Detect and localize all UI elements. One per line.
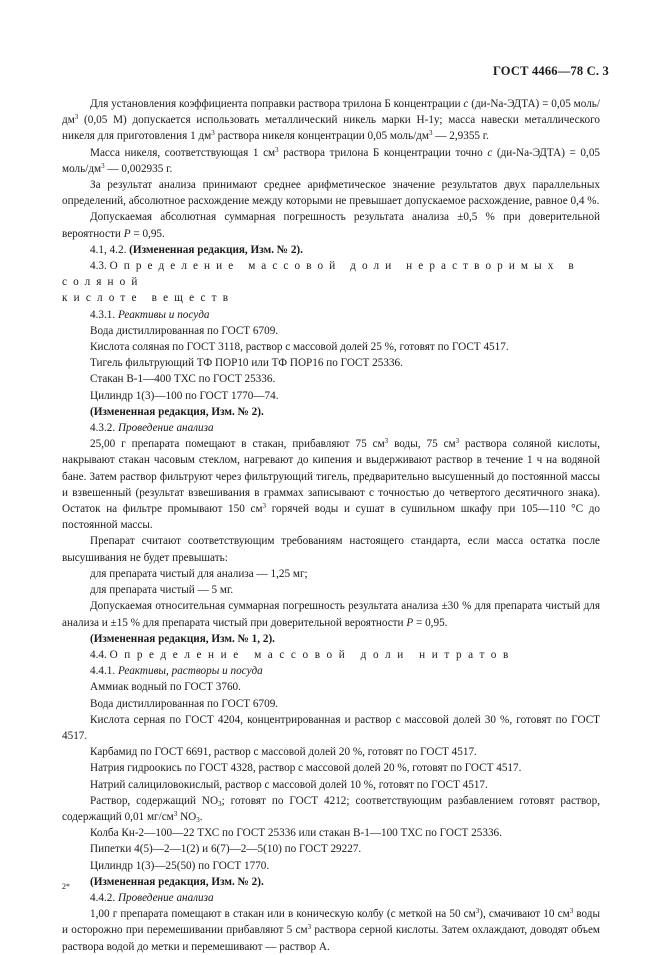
- reagent-item: Пипетки 4(5)—2—1(2) и 6(7)—2—5(10) по ГОСТ 29227.: [90, 843, 362, 856]
- section-title-continued: кислоте веществ: [62, 292, 235, 305]
- subsection-heading-4-3-2: [62, 420, 600, 436]
- variable-c: c: [463, 98, 469, 110]
- section-title: Определение массовой доли нерастворимых в соляной: [62, 260, 580, 289]
- section-number: 4.4.1.: [90, 665, 118, 678]
- subsection-title: Проведение анализа: [117, 891, 214, 904]
- reagent-item: Кислота соляная по ГОСТ 3118, раствор с массовой долей 25 %, готовят по ГОСТ 4517.: [90, 341, 509, 354]
- reagent-item: Тигель фильтрующий ТФ ПОР10 или ТФ ПОР16 по ГОСТ 25336.: [90, 357, 403, 370]
- edition-note: (Измененная редакция, Изм. № 2).: [90, 875, 264, 888]
- section-title: Определение массовой доли нитратов: [109, 648, 515, 661]
- subscript: 3: [196, 815, 200, 824]
- section-number: 4.3.1.: [90, 308, 118, 321]
- paragraph-trilon-coefficient: [62, 96, 600, 145]
- text-segment: Масса никеля, соответствующая 1 см: [90, 146, 276, 159]
- edition-note: (Измененная редакция, Изм. № 1, 2).: [90, 632, 275, 645]
- superscript: 3: [101, 161, 105, 170]
- subsection-title: Реактивы и посуда: [117, 308, 210, 321]
- superscript: 3: [384, 437, 389, 446]
- superscript: 3: [455, 437, 460, 446]
- reagent-item: Кислота серная по ГОСТ 4204, концентрированная и раствор с массовой долей 30 %, готовят по ГОСТ 4517.: [62, 713, 600, 742]
- text-segment: Раствор, содержащий NO: [90, 794, 219, 807]
- text-segment: ; готовят по ГОСТ 4212; соответствующим разбавлением готовят раствор, содержащий 0,01 мг/см: [62, 794, 601, 823]
- variable-c: c: [487, 146, 493, 159]
- paragraph-procedure-nitrates: [62, 906, 600, 955]
- text-segment: Для установления коэффициента поправки раствора трилона Б концентрации: [90, 98, 461, 110]
- edition-note: [62, 242, 600, 258]
- paragraph-relative-error: [62, 598, 600, 630]
- section-heading-4-4: [62, 647, 600, 663]
- superscript: 3: [211, 129, 215, 138]
- subsection-heading-4-4-2: [62, 890, 600, 906]
- text-segment: (0,05 М) допускается использовать металлический никель марки Н-1у; масса навески металлического никеля для приготовления 1 дм: [62, 114, 600, 143]
- superscript: 3: [475, 907, 480, 916]
- text-segment: раствора соляной кислоты, накрывают стакан часовым стеклом, нагревают до кипения и выдерживают раствор в течение 1 ч на водяной бане. Затем раствор фильтруют через фильтрующий тигель, предварительно высушенный до постоянной массы и взвешенный (результат взвешивания в граммах записывают с точностью до четвертого десятичного знака). Остаток на фильтре промывают 150 см: [62, 438, 600, 516]
- reagent-item: Карбамид по ГОСТ 6691, раствор с массовой долей 20 %, готовят по ГОСТ 4517.: [90, 746, 477, 759]
- text-segment: — 2,9355 г.: [432, 130, 489, 143]
- superscript: 3: [569, 907, 574, 916]
- text-segment: раствора трилона Б концентрации точно: [278, 146, 483, 159]
- superscript: 3: [428, 129, 433, 138]
- section-number: 4.1, 4.2.: [90, 243, 130, 256]
- subsection-heading-4-3-1: [62, 307, 600, 323]
- paragraph-error: [62, 209, 600, 241]
- page-footer-mark: 2*: [62, 882, 70, 891]
- text-segment: воды и осторожно при перемешивании прибавляют 5 см: [62, 908, 601, 937]
- text-segment: = 0,95.: [130, 227, 165, 240]
- text-segment: горячей воды и сушат в сушильном шкафу при 105—110 °С до постоянной массы.: [62, 503, 600, 532]
- variable-p: P: [123, 227, 131, 240]
- text-segment: Допускаемая относительная суммарная погрешность результата анализа ±30 % для препарата чистый для анализа и ±15 % для препарата чистый при доверительной вероятности: [62, 600, 600, 629]
- edition-label: (Измененная редакция, Изм. № 2).: [129, 243, 303, 256]
- text-segment: раствора серной кислоты. Затем охлаждают, доводят объем раствора водой до метки и перемешивают — раствор А.: [62, 924, 601, 953]
- reagent-item: Колба Кн-2—100—22 ТХС по ГОСТ 25336 или стакан В-1—100 ТХС по ГОСТ 25336.: [90, 827, 502, 840]
- reagent-item: Натрий салициловокислый, раствор с массовой долей 10 %, готовят по ГОСТ 4517.: [90, 778, 488, 791]
- section-number: 4.3.: [90, 260, 110, 273]
- section-number: 4.4.: [90, 648, 110, 661]
- reagent-item-no3: [62, 793, 600, 825]
- text-segment: 1,00 г препарата помещают в стакан или в коническую колбу (с меткой на 50 см: [90, 908, 476, 921]
- section-number: 4.3.2.: [90, 422, 118, 435]
- reagent-item: Аммиак водный по ГОСТ 3760.: [90, 681, 241, 694]
- text-segment: воды, 75 см: [388, 438, 456, 451]
- superscript: 3: [74, 113, 79, 122]
- reagent-item: Вода дистиллированная по ГОСТ 6709.: [90, 324, 279, 337]
- superscript: 3: [307, 923, 312, 932]
- subscript: 3: [218, 799, 222, 808]
- reagent-item: Цилиндр 1(3)—25(50) по ГОСТ 1770.: [90, 859, 270, 872]
- paragraph-requirements: Препарат считают соответствующим требованиям настоящего стандарта, если масса остатка после высушивания не будет превышать:: [62, 535, 600, 564]
- subsection-title: Проведение анализа: [117, 422, 214, 435]
- section-number: 4.4.2.: [90, 891, 118, 904]
- text-segment: (ди-Na-ЭДТА) = 0,05 моль/дм: [62, 98, 601, 127]
- text-segment: раствора никеля концентрации 0,05 моль/дм: [214, 130, 429, 143]
- text-segment: .: [199, 810, 203, 823]
- document-body: [62, 96, 600, 955]
- paragraph-nickel-mass: [62, 145, 600, 177]
- reagent-item: Натрия гидроокись по ГОСТ 4328, раствор с массовой долей 20 %, готовят по ГОСТ 4517.: [90, 762, 522, 775]
- reagent-item: Цилиндр 1(3)—100 по ГОСТ 1770—74.: [90, 389, 279, 402]
- text-segment: ), смачивают 10 см: [479, 908, 570, 921]
- edition-note: (Измененная редакция, Изм. № 2).: [90, 405, 264, 418]
- text-segment: Допускаемая абсолютная суммарная погрешность результата анализа ±0,5 % при доверительной вероятности: [62, 211, 600, 240]
- text-segment: 25,00 г препарата помещают в стакан, прибавляют 75 см: [90, 438, 385, 451]
- superscript: 3: [275, 145, 279, 154]
- text-segment: NO: [177, 810, 197, 823]
- page-header: ГОСТ 4466—78 С. 3: [492, 64, 609, 78]
- paragraph-result: За результат анализа принимают среднее арифметическое значение результатов двух параллельных определений, абсолютное расхождение между которыми не превышает допускаемое расхождение, равное 0,4 %.: [62, 179, 600, 208]
- reagent-item: Вода дистиллированная по ГОСТ 6709.: [90, 697, 279, 710]
- section-heading-4-3: [62, 258, 600, 307]
- variable-p: P: [406, 616, 414, 629]
- limit-item: для препарата чистый для анализа — 1,25 мг;: [90, 567, 308, 580]
- subsection-title: Реактивы, растворы и посуда: [117, 665, 263, 678]
- limit-item: для препарата чистый — 5 мг.: [90, 584, 234, 597]
- reagent-item: Стакан В-1—400 ТХС по ГОСТ 25336.: [90, 373, 276, 386]
- text-segment: = 0,95.: [413, 616, 448, 629]
- superscript: 3: [262, 502, 267, 511]
- superscript: 3: [173, 809, 178, 818]
- text-segment: (ди-Na-ЭДТА) = 0,05 моль/дм: [62, 146, 601, 175]
- subsection-heading-4-4-1: [62, 663, 600, 679]
- text-segment: — 0,002935 г.: [104, 162, 173, 175]
- paragraph-procedure: [62, 436, 600, 533]
